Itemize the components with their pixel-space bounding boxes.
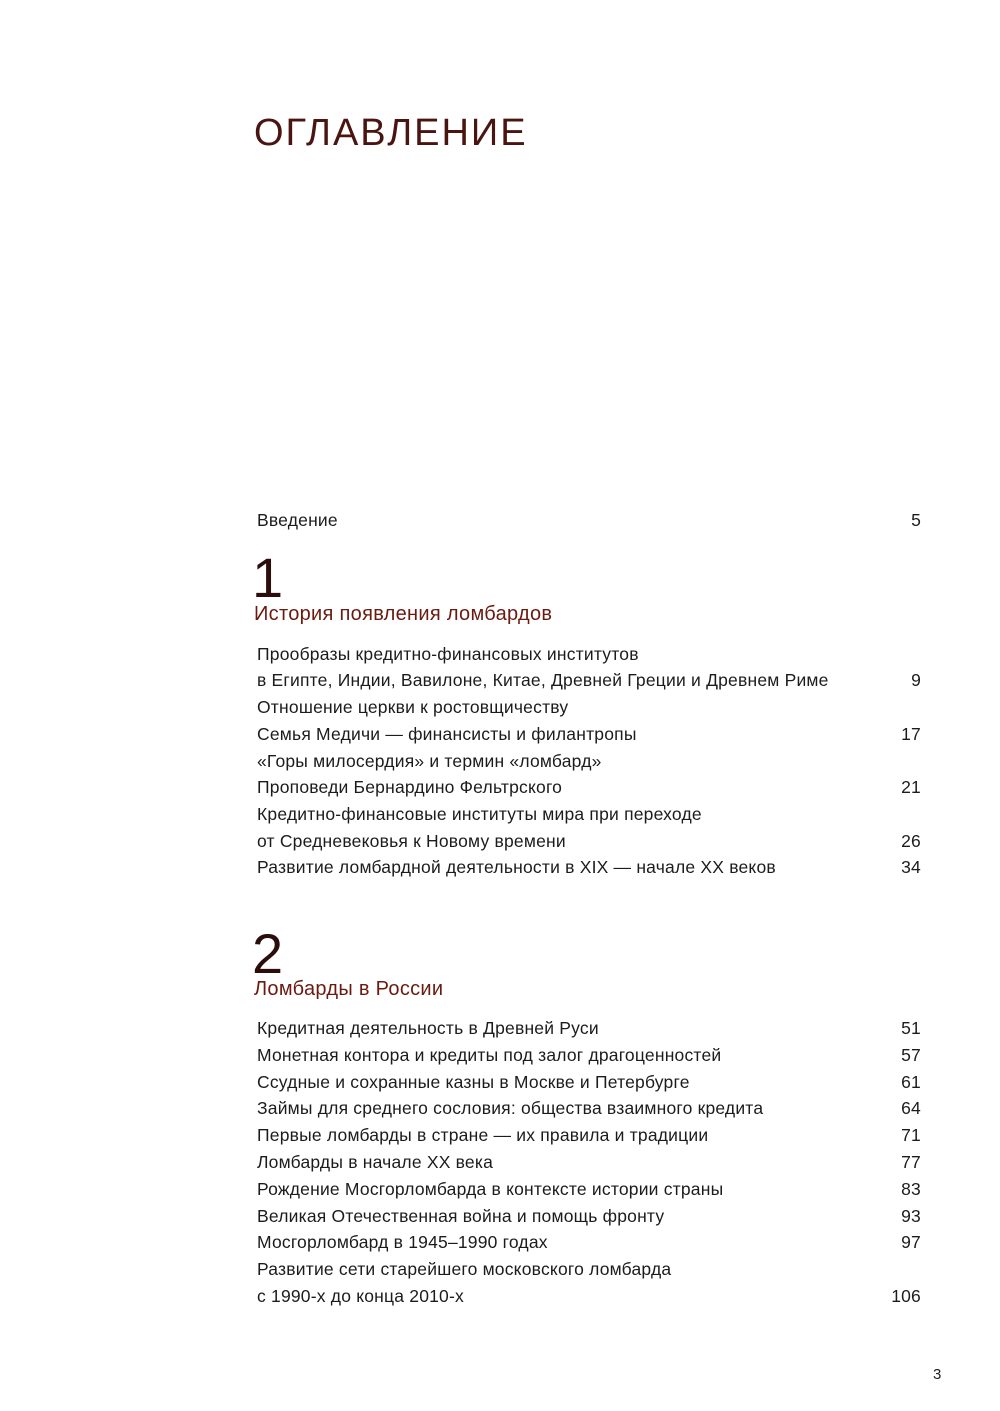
toc-entry (257, 1176, 921, 1203)
toc-entry (257, 854, 921, 881)
page-title: ОГЛАВЛЕНИЕ (254, 112, 528, 154)
chapter-number: 1 (252, 546, 284, 609)
toc-entry-title: в Египте, Индии, Вавилоне, Китае, Древней Греции и Древнем Риме (257, 670, 829, 690)
toc-entry (257, 774, 921, 801)
toc-entry-title: Монетная контора и кредиты под залог драгоценностей (257, 1045, 722, 1065)
toc-entry-title: Кредитная деятельность в Древней Руси (257, 1018, 599, 1038)
toc-entry-page: 5 (911, 510, 921, 530)
chapter-title: История появления ломбардов (254, 603, 553, 625)
toc-entry-title: Ломбарды в начале XX века (257, 1152, 494, 1172)
toc-entry (257, 1015, 921, 1042)
toc-entry (257, 721, 921, 748)
toc-entry (257, 1256, 921, 1283)
toc-entry-title: Отношение церкви к ростовщичеству (257, 697, 569, 717)
toc-entry-page: 83 (901, 1179, 921, 1199)
toc-entry-title: Займы для среднего сословия: общества взаимного кредита (257, 1098, 764, 1118)
toc-entry-page: 93 (901, 1206, 921, 1226)
toc-entry-title: Мосгорломбард в 1945–1990 годах (257, 1232, 548, 1252)
toc-entry-title: от Средневековья к Новому времени (257, 831, 566, 851)
toc-entry (257, 748, 921, 775)
toc-entry-page: 77 (901, 1152, 921, 1172)
toc-entry-title: Семья Медичи — финансисты и филантропы (257, 724, 637, 744)
toc-entry (257, 1203, 921, 1230)
toc-entry-page: 9 (911, 670, 921, 690)
toc-entry-title: Проповеди Бернардино Фельтрского (257, 777, 563, 797)
toc-entry (257, 1149, 921, 1176)
toc-entry-title: Рождение Мосгорломбарда в контексте истории страны (257, 1179, 724, 1199)
toc-entry (257, 1042, 921, 1069)
toc-entry-title: Первые ломбарды в стране — их правила и традиции (257, 1125, 709, 1145)
toc-entry (257, 801, 921, 828)
toc-entry (257, 1229, 921, 1256)
page-number: 3 (933, 1366, 942, 1383)
toc-entry-title: «Горы милосердия» и термин «ломбард» (257, 751, 602, 771)
toc-entry-page: 106 (891, 1286, 921, 1306)
toc-entry-introduction (257, 507, 921, 534)
toc-entry-title: Прообразы кредитно-финансовых институтов (257, 644, 639, 664)
toc-entry (257, 667, 921, 694)
chapter-number: 2 (252, 922, 284, 985)
toc-entry (257, 641, 921, 668)
toc-entry-page: 51 (901, 1018, 921, 1038)
toc-entry-page: 34 (901, 857, 921, 877)
toc-entry (257, 1069, 921, 1096)
chapter-title: Ломбарды в России (254, 978, 444, 1000)
toc-entry-page: 61 (901, 1072, 921, 1092)
toc-entry (257, 828, 921, 855)
toc-entry-page: 71 (901, 1125, 921, 1145)
toc-entry-page: 97 (901, 1232, 921, 1252)
toc-entry-title: Ссудные и сохранные казны в Москве и Петербурге (257, 1072, 690, 1092)
toc-entry-title: Введение (257, 510, 338, 530)
toc-entry-title: Великая Отечественная война и помощь фронту (257, 1206, 665, 1226)
toc-entry-page: 17 (901, 724, 921, 744)
toc-entry-title: с 1990-х до конца 2010-х (257, 1286, 464, 1306)
toc-entry-page: 57 (901, 1045, 921, 1065)
toc-entry-page: 26 (901, 831, 921, 851)
toc-entry (257, 1283, 921, 1310)
toc-entry (257, 1122, 921, 1149)
toc-entry (257, 1095, 921, 1122)
toc-entry-title: Развитие ломбардной деятельности в XIX — начале XX веков (257, 857, 776, 877)
toc-entry (257, 694, 921, 721)
toc-entry-title: Развитие сети старейшего московского ломбарда (257, 1259, 672, 1279)
toc-entry-page: 21 (901, 777, 921, 797)
toc-entry-title: Кредитно-финансовые институты мира при переходе (257, 804, 702, 824)
toc-entry-page: 64 (901, 1098, 921, 1118)
